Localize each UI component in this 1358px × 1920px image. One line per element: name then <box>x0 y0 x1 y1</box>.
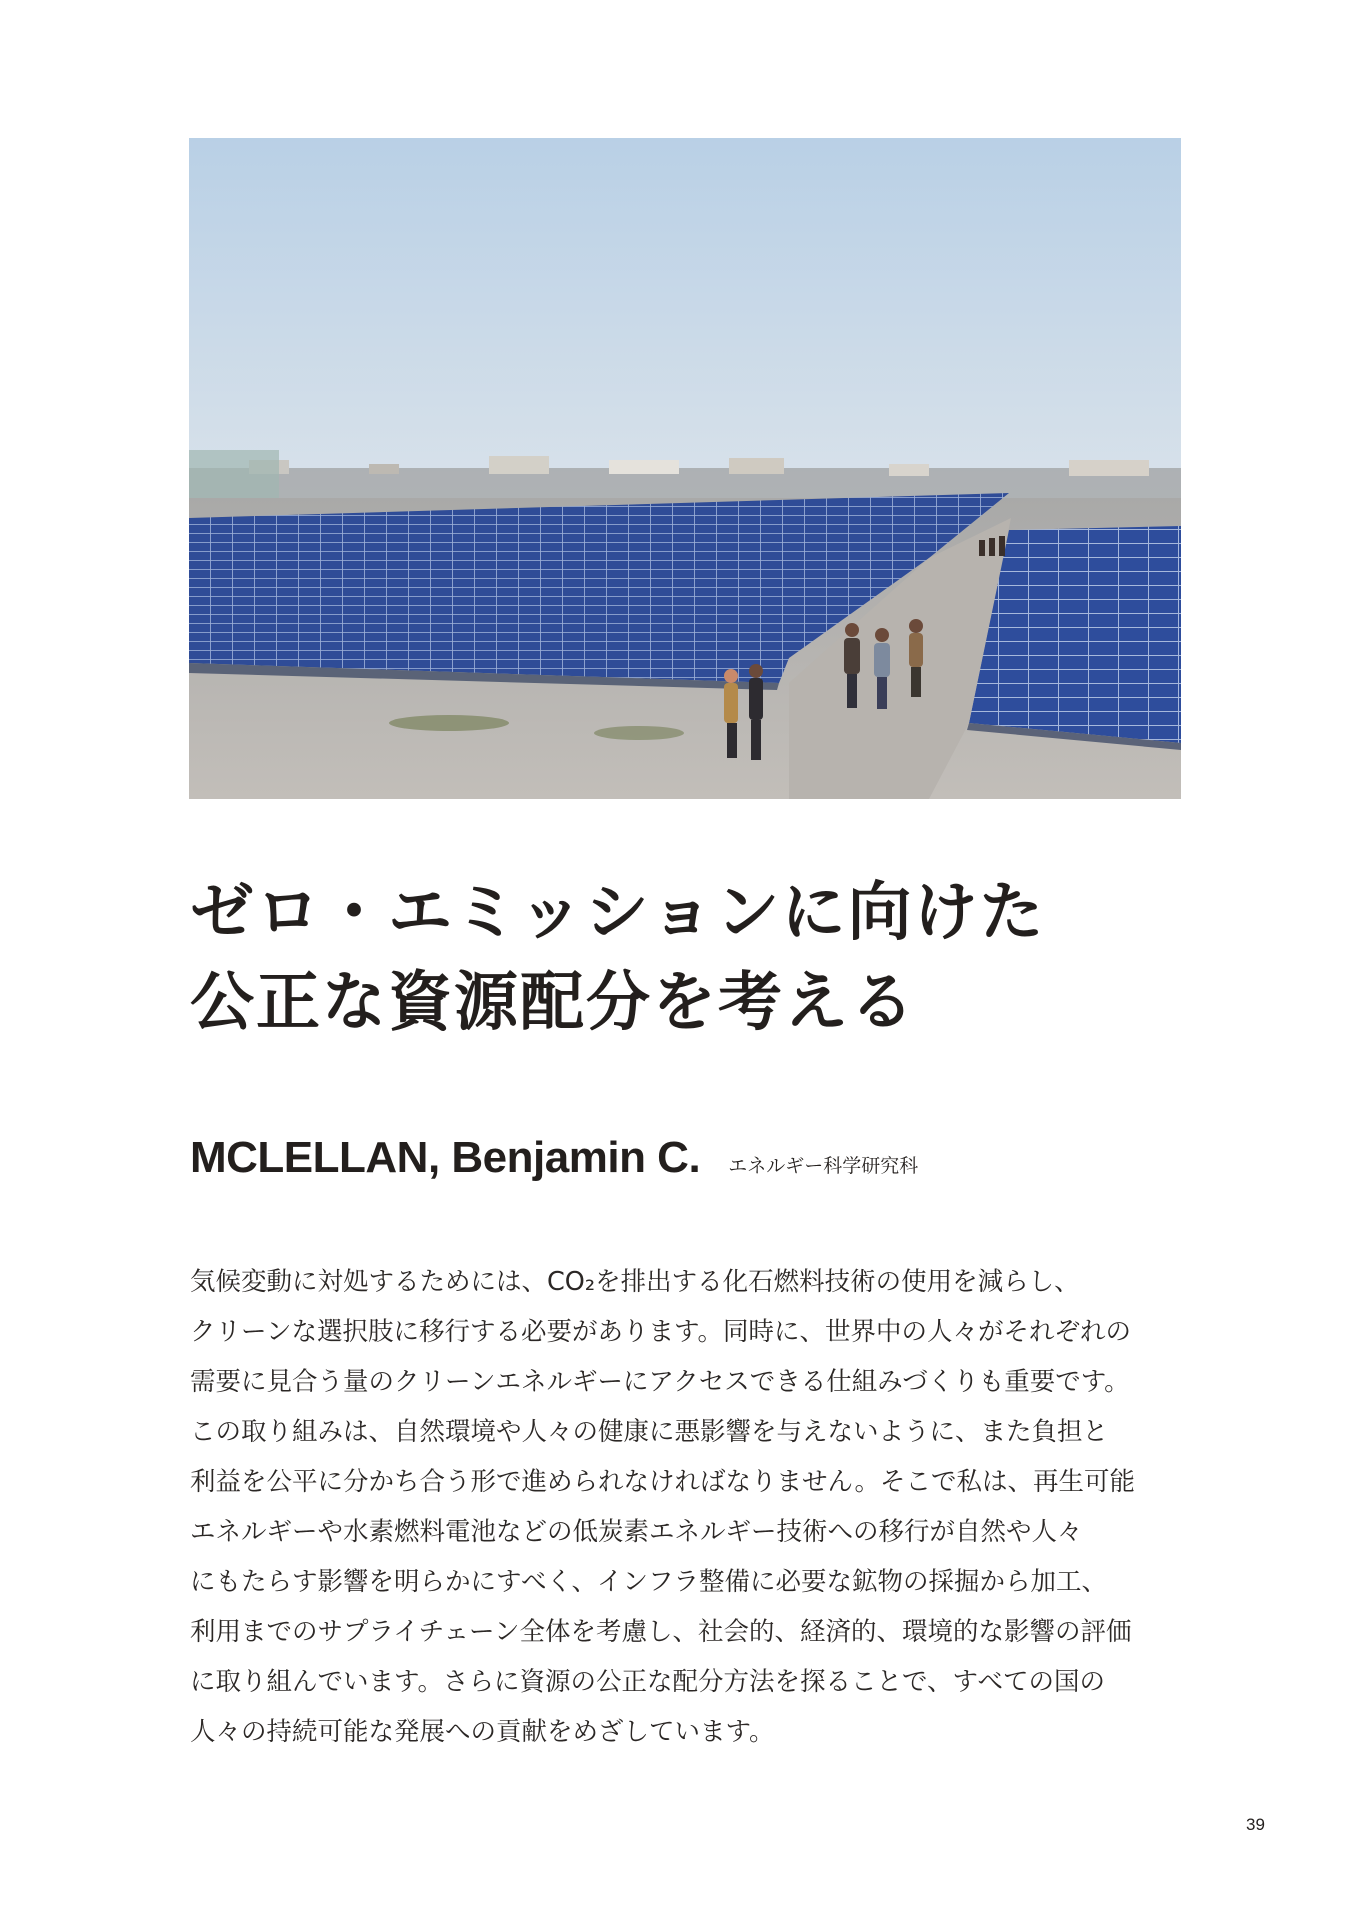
page-title <box>190 868 1190 1048</box>
title-line-2: 公正な資源配分を考える <box>190 966 916 1040</box>
body-paragraph <box>190 1257 1190 1757</box>
body-line: にもたらす影響を明らかにすべく、インフラ整備に必要な鉱物の採掘から加工、 <box>190 1567 1107 1597</box>
body-line: クリーンな選択肢に移行する必要があります。同時に、世界中の人々がそれぞれの <box>190 1317 1131 1347</box>
title-line-1: ゼロ・エミッションに向けた <box>190 876 1046 950</box>
body-line: エネルギーや水素燃料電池などの低炭素エネルギー技術への移行が自然や人々 <box>190 1517 1083 1547</box>
body-line: この取り組みは、自然環境や人々の健康に悪影響を与えないように、また負担と <box>190 1417 1109 1447</box>
body-line: 気候変動に対処するためには、CO₂を排出する化石燃料技術の使用を減らし、 <box>190 1267 1080 1297</box>
body-line: 利用までのサプライチェーン全体を考慮し、社会的、経済的、環境的な影響の評価 <box>190 1617 1132 1647</box>
body-line: 利益を公平に分かち合う形で進められなければなりません。そこで私は、再生可能 <box>190 1467 1136 1497</box>
author-name: MCLELLAN, Benjamin C. <box>190 1133 701 1182</box>
body-line: 需要に見合う量のクリーンエネルギーにアクセスできる仕組みづくりも重要です。 <box>190 1367 1130 1397</box>
author-department: エネルギー科学研究科 <box>728 1155 919 1177</box>
body-line: に取り組んでいます。さらに資源の公正な配分方法を探ることで、すべての国の <box>190 1667 1105 1697</box>
solar-farm-illustration <box>189 138 1181 799</box>
solar-farm-photo <box>189 138 1181 799</box>
body-line: 人々の持続可能な発展への貢献をめざしています。 <box>190 1717 775 1747</box>
page-number: 39 <box>1246 1815 1265 1834</box>
author-row <box>190 1133 1190 1193</box>
